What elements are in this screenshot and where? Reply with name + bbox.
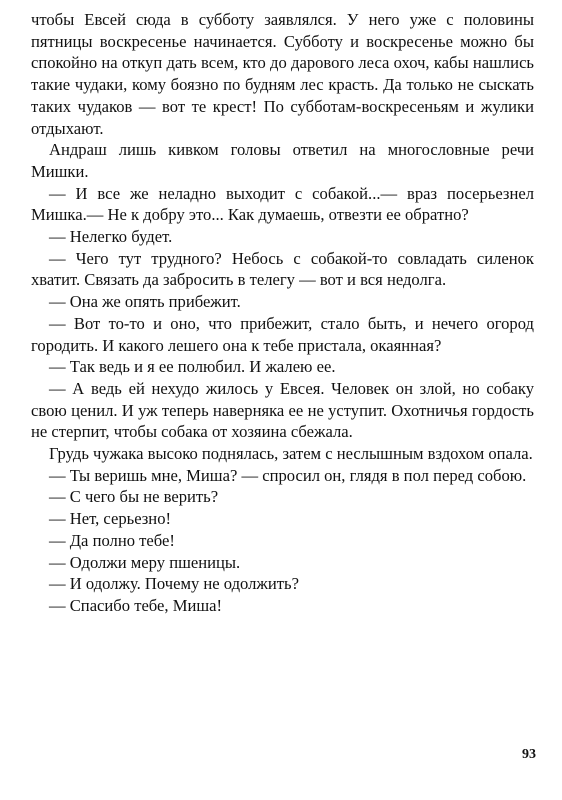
paragraph-17: — Спасибо тебе, Миша!	[49, 595, 222, 615]
paragraph-11: — Ты веришь мне, Миша? — спросил он, глядя в пол перед собою.	[49, 465, 527, 485]
page-number: 93	[522, 747, 536, 762]
paragraph-15: — Одолжи меру пшеницы.	[49, 552, 241, 572]
body-text	[31, 9, 534, 617]
paragraph-1: чтобы Евсей сюда в субботу заявлялся. У него уже с половины пятницы воскресенье начинается. Субботу и воскресенье можно бы спокойно на откуп дать всем, кто до дарового леса охоч, кабы нашлись такие чудаки, кому боязно по будням лес красть. Да только не сыскать таких чудаков — вот те крест! По субботам-воскресеньям и жулики отдыхают.	[31, 10, 534, 138]
paragraph-5: — Чего тут трудного? Небось с собакой-то совладать силенок хватит. Связать да забросить в телегу — вот и вся недолга.	[31, 248, 534, 290]
paragraph-6: — Она же опять прибежит.	[49, 292, 241, 312]
paragraph-13: — Нет, серьезно!	[49, 509, 172, 529]
paragraph-8: — Так ведь и я ее полюбил. И жалею ее.	[49, 357, 336, 377]
paragraph-12: — С чего бы не верить?	[49, 487, 219, 507]
paragraph-9: — А ведь ей нехудо жилось у Евсея. Человек он злой, но собаку свою ценил. И уж теперь наверняка ее не уступит. Охотничья гордость не стерпит, чтобы собака от хозяина сбежала.	[31, 378, 534, 442]
paragraph-3: — И все же неладно выходит с собакой...— враз посерьезнел Мишка.— Не к добру это... Как думаешь, отвезти ее обратно?	[31, 183, 534, 225]
paragraph-2: Андраш лишь кивком головы ответил на многословные речи Мишки.	[31, 140, 534, 181]
paragraph-10: Грудь чужака высоко поднялась, затем с неслышным вздохом опала.	[49, 444, 533, 464]
paragraph-7: — Вот то-то и оно, что прибежит, стало быть, и нечего огород городить. И какого лешего она к тебе пристала, окаянная?	[31, 313, 534, 355]
paragraph-16: — И одолжу. Почему не одолжить?	[49, 574, 299, 594]
paragraph-4: — Нелегко будет.	[49, 227, 173, 247]
paragraph-14: — Да полно тебе!	[49, 530, 175, 550]
